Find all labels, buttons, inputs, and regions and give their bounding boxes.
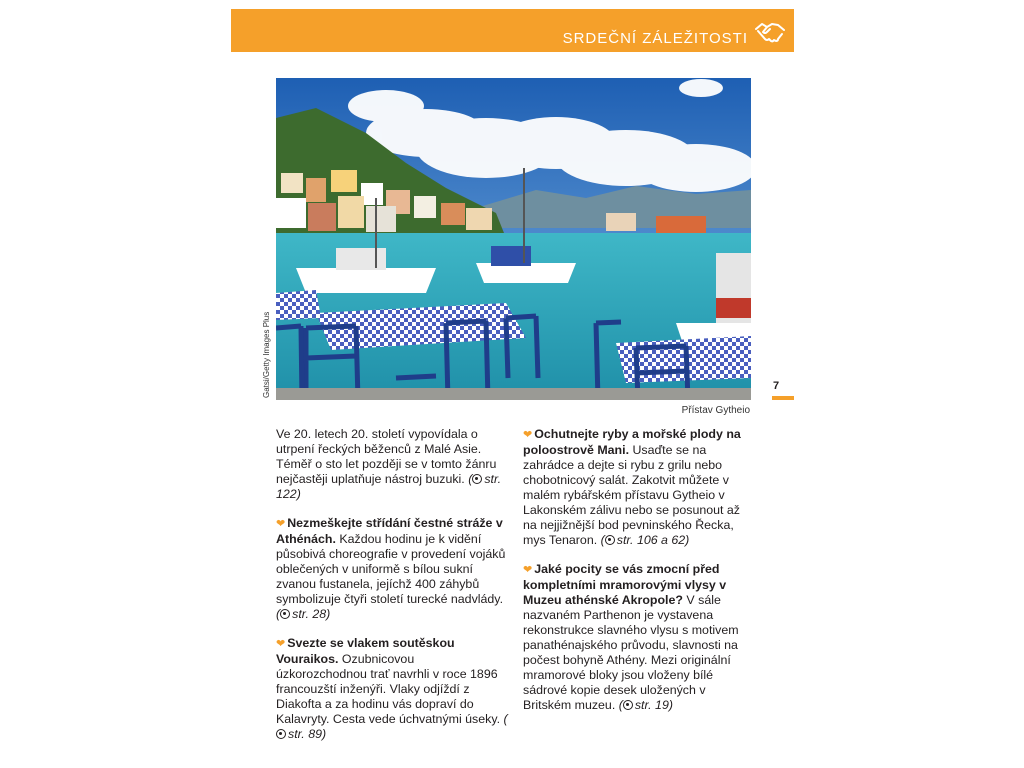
reference-icon: [605, 535, 615, 545]
tip-text: Každou hodinu je k vidění působivá choreografie v provedení vojáků oblečených v uniformě s bílou sukní zvanou fustanela, jejíchž 400 záhybů symbolizuje čtyři století turecké nadvlády.: [276, 532, 506, 606]
tip-item: [276, 516, 508, 622]
heart-icon: ❤: [523, 429, 533, 441]
intro-paragraph: [276, 427, 508, 502]
tip-text: V sále nazvaném Parthenon je vystavena rekonstrukce slavného vlysu s motivem panathénajského průvodu, slavnosti na počest bohyně Athény. Mezi originální mramorové bloky jsou vloženy bílé sádrové kopie desek uložených v Britském muzeu.: [523, 593, 739, 712]
tip-item: [276, 636, 508, 742]
tip-item: [523, 427, 755, 548]
tip-text: Usaďte se na zahrádce a dejte si rybu z grilu nebo chobotnicový salát. Zakotvit můžete v malém rybářském přístavu Gytheio v Lakonském zálivu nebo se posunout až na nejjižnější bod pevninského Řecka, mys Tenaron.: [523, 443, 740, 547]
photo-credit: Gatsi/Getty Images Plus: [262, 311, 271, 398]
handshake-icon: [754, 21, 786, 45]
page-reference: (str. 89): [276, 712, 508, 741]
heart-icon: ❤: [276, 518, 286, 530]
page-number-bar: [772, 396, 794, 400]
left-column: [276, 427, 508, 756]
heart-icon: ❤: [523, 564, 533, 576]
section-title: SRDEČNÍ ZÁLEŽITOSTI: [562, 30, 748, 47]
gytheio-harbor-illustration: [276, 78, 751, 400]
reference-icon: [276, 729, 286, 739]
photo-caption: Přístav Gytheio: [681, 405, 750, 416]
tip-heading: Ochutnejte ryby a mořské plody na poloostrově Mani.: [523, 427, 741, 457]
reference-icon: [472, 474, 482, 484]
right-column: [523, 427, 755, 727]
intro-text: Ve 20. letech 20. století vypovídala o utrpení řeckých běženců z Malé Asie. Téměř o sto let později se v tomto žánru nejčastěji uplatňuje nástroj buzuki.: [276, 427, 497, 486]
tip-heading: Jaké pocity se vás zmocní před kompletními mramorovými vlysy v Muzeu athénské Akropole?: [523, 562, 727, 607]
tip-heading: Nezmeškejte střídání čestné stráže v Athénách.: [276, 516, 503, 546]
page-reference: ( str. 122): [276, 472, 502, 501]
page-reference: ( str. 28): [276, 607, 331, 621]
tip-text: Ozubnicovou úzkorozchodnou trať navrhli v roce 1896 francouzští inženýři. Vlaky odjíždí z Diakofta a za hodinu vás dopraví do Kalavryty. Cesta vede úchvatnými úseky.: [276, 652, 501, 726]
page-reference: ( str. 19): [618, 698, 673, 712]
harbor-photo: [276, 78, 751, 400]
page-number: 7: [773, 380, 780, 392]
reference-icon: [623, 700, 633, 710]
tip-item: [523, 562, 755, 713]
heart-icon: ❤: [276, 638, 286, 650]
reference-icon: [280, 609, 290, 619]
page-reference: ( str. 106 a 62): [600, 533, 690, 547]
section-header: [231, 9, 794, 52]
tip-heading: Svezte se vlakem soutěskou Vouraikos.: [276, 636, 455, 666]
